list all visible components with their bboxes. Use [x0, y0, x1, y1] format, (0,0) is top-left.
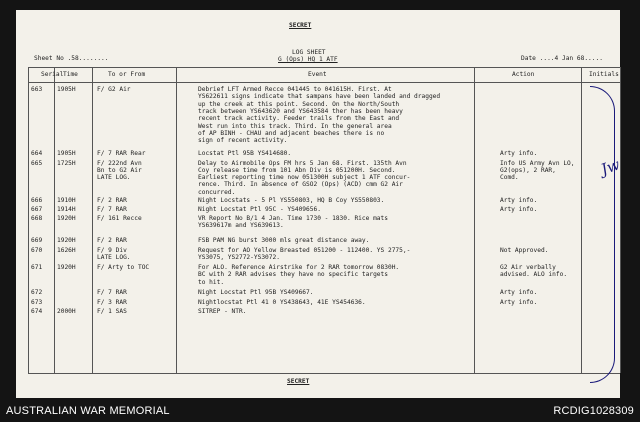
- row-event-line: West run into this track. Third. In the general area: [198, 122, 392, 130]
- row-event-line: recent track activity. Feeder trails from the East and: [198, 115, 400, 123]
- table-top-rule: [28, 67, 620, 68]
- classification-bottom: SECRET: [287, 378, 310, 385]
- row-time: 1920H: [57, 264, 76, 271]
- row-action: G2(ops), 2 RAR,: [500, 166, 556, 174]
- row-event-line: rence. Third. In absence of GSO2 (Ops) (ACD) cmm G2 Air: [198, 181, 403, 189]
- row-time: 1914H: [57, 205, 76, 213]
- row-to-from: F/ 7 RAR Rear: [97, 150, 146, 157]
- row-event-line: Request for AO Yellow Breasted 051200 - 112400. YS 2775,-: [198, 246, 411, 254]
- row-serial: 669: [31, 237, 43, 244]
- log-sheet-unit: G (Ops) HQ 1 ATF: [278, 56, 338, 63]
- row-event-line: BC with 2 RAR advises they have no specific targets: [198, 271, 388, 279]
- table-header-rule: [28, 82, 620, 83]
- row-serial: 674: [31, 308, 43, 315]
- row-action: Arty info.: [500, 196, 538, 204]
- column-rule: [581, 67, 582, 373]
- column-header-to-from: To or From: [108, 71, 146, 78]
- row-time: 1920H: [57, 237, 76, 244]
- row-to-from: F/ Arty to TOC: [97, 264, 150, 271]
- row-event-line: sign of recent activity.: [198, 137, 288, 145]
- column-header-time: Time: [63, 71, 78, 78]
- handwritten-initials: Jw: [598, 155, 623, 179]
- row-to-from: F/ G2 Air: [97, 86, 131, 93]
- row-event-line: Night Locstats - 5 Pl YS550803, HQ B Coy YS550803.: [198, 196, 385, 204]
- column-rule: [28, 67, 29, 373]
- row-to-from: F/ 2 RAR: [97, 237, 127, 244]
- row-event-line: Coy release time from 101 Abn Div is 051200H. Second.: [198, 166, 396, 174]
- row-action: Comd.: [500, 174, 519, 182]
- footer-archive-name: AUSTRALIAN WAR MEMORIAL: [6, 405, 170, 417]
- log-date: Date ....4 Jan 68.....: [521, 55, 603, 62]
- row-time: 1905H: [57, 150, 76, 157]
- row-to-from: F/ 3 RAR: [97, 298, 127, 306]
- column-rule: [620, 67, 621, 373]
- column-header-action: Action: [512, 71, 535, 78]
- row-event-line: concurred.: [198, 188, 236, 196]
- row-event-line: FSB PAM NG burst 3000 mls great distance away.: [198, 237, 370, 244]
- row-to-from: Bn to G2 Air: [97, 166, 142, 174]
- row-action: Not Approved.: [500, 246, 549, 254]
- row-event-line: VR Report No B/1 4 Jan. Time 1730 - 1830. Rice mats: [198, 215, 388, 222]
- row-to-from: LATE LOG.: [97, 174, 131, 182]
- row-time: 1910H: [57, 196, 76, 204]
- row-event-line: Debrief LFT Armed Recce 041445 to 041615H. First. At: [198, 86, 392, 93]
- row-to-from: F/ 7 RAR: [97, 289, 127, 296]
- row-serial: 668: [31, 215, 43, 222]
- row-event-line: of AP BINH - CHAU and adjacent beaches there is no: [198, 129, 385, 137]
- row-event-line: SITREP - NTR.: [198, 308, 247, 315]
- row-event-line: For ALO. Reference Airstrike for 2 RAR tomorrow 0830H.: [198, 264, 400, 271]
- row-serial: 666: [31, 196, 43, 204]
- row-to-from: F/ 7 RAR: [97, 205, 127, 213]
- log-sheet-paper: [16, 10, 623, 398]
- row-event-line: Locstat Ptl 95B YS414680.: [198, 150, 292, 157]
- row-to-from: LATE LOG.: [97, 253, 131, 261]
- row-event-line: Night Locstat Ptl 95B YS409667.: [198, 289, 314, 296]
- row-time: 1725H: [57, 159, 76, 167]
- row-serial: 671: [31, 264, 43, 271]
- row-action: Arty info.: [500, 205, 538, 213]
- column-rule: [474, 67, 475, 373]
- column-header-event: Event: [308, 71, 327, 78]
- row-event-line: up the creek at this point. Second. On the North/South: [198, 100, 400, 108]
- column-header-serial: Serial: [41, 71, 64, 78]
- row-event-line: Night Locstat Ptl 95C - YS409656.: [198, 205, 321, 213]
- row-to-from: F/ 9 Div: [97, 246, 127, 254]
- row-serial: 667: [31, 205, 43, 213]
- footer-record-id: RCDIG1028309: [553, 405, 634, 417]
- row-to-from: F/ 1 SAS: [97, 308, 127, 315]
- row-to-from: F/ 222nd Avn: [97, 159, 142, 167]
- row-time: 2000H: [57, 308, 76, 315]
- column-rule: [92, 67, 93, 373]
- column-rule: [176, 67, 177, 373]
- row-event-line: Earliest reporting time now 051300H subject 1 ATF concur-: [198, 174, 411, 182]
- column-rule: [54, 67, 55, 373]
- row-action: Arty info.: [500, 150, 538, 157]
- sheet-number: Sheet No .58........: [34, 55, 109, 62]
- row-event-line: track between YS643620 and YS643584 ther has been heavy: [198, 107, 403, 115]
- row-serial: 672: [31, 289, 43, 296]
- row-time: 1626H: [57, 246, 76, 254]
- row-action: Arty info.: [500, 298, 538, 306]
- table-bottom-rule: [28, 373, 620, 374]
- row-action: G2 Air verbally: [500, 264, 556, 271]
- row-event-line: Nightlocstat Ptl 41 0 YS438643, 41E YS454636.: [198, 298, 366, 306]
- row-serial: 664: [31, 150, 43, 157]
- row-serial: 663: [31, 86, 43, 93]
- row-to-from: F/ 2 RAR: [97, 196, 127, 204]
- row-event-line: to hit.: [198, 278, 225, 286]
- row-event-line: Delay to Airmobile Ops FM hrs 5 Jan 68. First. 135th Avn: [198, 159, 407, 167]
- classification-top: SECRET: [289, 22, 312, 29]
- row-serial: 665: [31, 159, 43, 167]
- log-table: [16, 10, 623, 398]
- row-time: 1905H: [57, 86, 76, 93]
- row-action: Arty info.: [500, 289, 538, 296]
- row-time: 1920H: [57, 215, 76, 222]
- row-event-line: YS622611 signs indicate that sampans have been landed and dragged: [198, 93, 441, 101]
- row-event-line: YS3075, YS2772-YS3072.: [198, 253, 280, 261]
- row-action: Info US Army Avn LO,: [500, 159, 575, 167]
- row-action: advised. ALO info.: [500, 271, 568, 279]
- row-event-line: YS639617m and YS639613.: [198, 222, 284, 230]
- row-serial: 670: [31, 246, 43, 254]
- handwritten-bracket: [590, 86, 615, 383]
- row-serial: 673: [31, 298, 43, 306]
- log-sheet-title: LOG SHEET: [292, 49, 326, 56]
- row-to-from: F/ 161 Recce: [97, 215, 142, 222]
- column-header-initials: Initials: [589, 71, 619, 78]
